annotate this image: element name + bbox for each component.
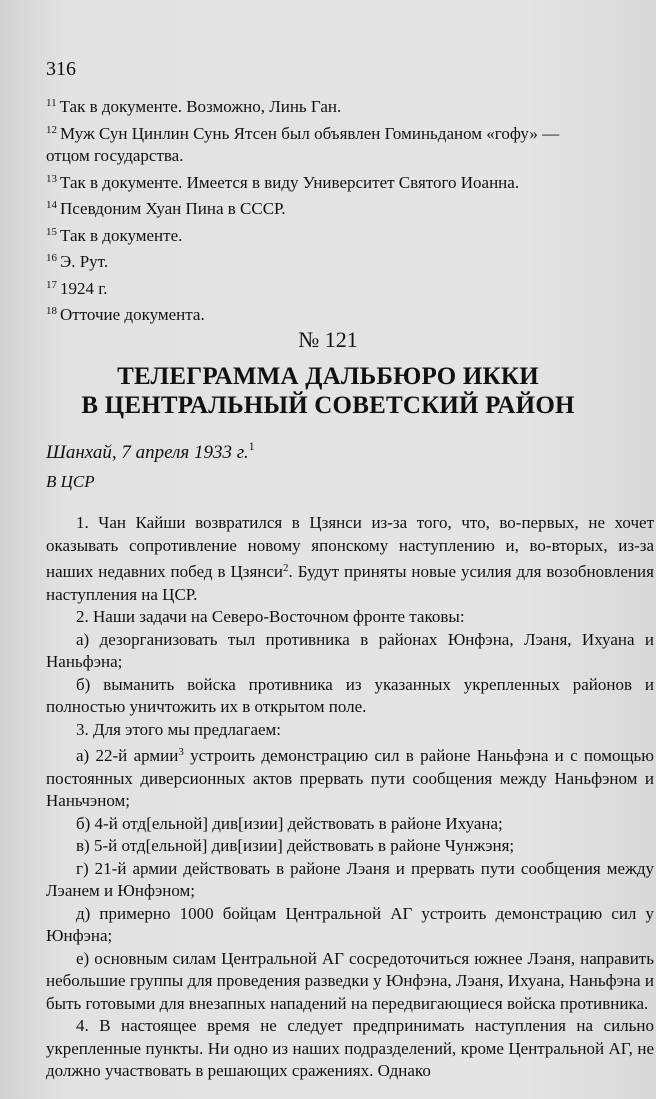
- paragraph-text: . Будут приняты новые усилия для возобновления наступления на ЦСР.: [46, 562, 654, 604]
- footnote-number: 15: [46, 225, 57, 238]
- paragraph-text: 3. Для этого мы предлагаем:: [76, 719, 282, 739]
- paragraph-text: е) основным силам Центральной АГ сосредоточиться южнее Лэаня, направить небольшие группы для проведения разведки у Юнфэна, Лэаня, Ихуана, Наньфэна и быть готовыми для внезапных нападений на передвигающиеся войска противника.: [46, 948, 654, 1013]
- paragraph-text: а) 22-й армии: [76, 746, 179, 765]
- footnote: [46, 168, 646, 195]
- paragraph-text: б) 4-й отд[ельной] див[изии] действовать в районе Ихуана;: [76, 813, 503, 833]
- paragraph-text: 1. Чан Кайши возвратился в Цзянси из-за того, что, во-первых, не хочет оказывать сопротивление новому японскому наступлению и, во-вторых, из-за наших недавних побед в Цзянси: [46, 513, 654, 581]
- document-body: [46, 512, 654, 1083]
- paragraph-text: устроить демонстрацию сил в районе Наньфэна и с помощью постоянных диверсионных актов прервать пути сообщения между Наньфэном и Наньчэном;: [46, 746, 654, 810]
- footnote: [46, 92, 646, 119]
- footnote-text: 1924 г.: [60, 278, 108, 298]
- paragraph-text: в) 5-й отд[ельной] див[изии] действовать в районе Чунжэня;: [76, 836, 515, 855]
- footnote: [46, 300, 646, 327]
- footnote-number: 11: [46, 97, 57, 109]
- footnote-ref: 2: [283, 562, 289, 574]
- footnote: [46, 247, 646, 274]
- paragraph: [46, 606, 654, 629]
- place-date: [46, 434, 255, 465]
- place-date-text: Шанхай, 7 апреля 1933 г.: [46, 442, 249, 463]
- footnote-text: Муж Сун Цинлин Сунь Ятсен был объявлен Гоминьданом «гофу» —: [60, 123, 560, 143]
- paragraph: [46, 512, 654, 606]
- paragraph-text: б) выманить войска противника из указанных укрепленных районов и полностью уничтожить их в открытом поле.: [46, 674, 654, 716]
- footnote-number: 13: [46, 172, 57, 185]
- footnote-text: Так в документе. Возможно, Линь Ган.: [59, 97, 342, 116]
- footnote-text: Э. Рут.: [60, 252, 109, 271]
- footnote: [46, 274, 646, 301]
- footnote-number: 16: [46, 252, 57, 264]
- paragraph: [46, 674, 654, 719]
- footnote-text: Отточие документа.: [60, 305, 205, 324]
- paragraph-text: д) примерно 1000 бойцам Центральной АГ устроить демонстрацию сил у Юнфэна;: [46, 903, 654, 945]
- document-number: № 121: [298, 327, 358, 352]
- place-date-note: 1: [248, 439, 255, 453]
- document-title: [0, 362, 656, 420]
- page-number: 316: [46, 58, 76, 80]
- paragraph-text: а) дезорганизовать тыл противника в районах Юнфэна, Лэаня, Ихуана и Наньфэна;: [46, 629, 654, 671]
- footnote-number: 14: [46, 199, 57, 211]
- title-line-1: ТЕЛЕГРАММА ДАЛЬБЮРО ИККИ: [117, 363, 539, 390]
- footnote-number: 18: [46, 305, 57, 317]
- paragraph-text: г) 21-й армии действовать в районе Лэаня и прервать пути сообщения между Лэанем и Юнфэном;: [46, 858, 654, 900]
- footnote: [46, 119, 646, 146]
- addressee: В ЦСР: [46, 472, 95, 491]
- paragraph-text: 4. В настоящее время не следует предпринимать наступления на сильно укрепленные пункты. Ни одно из наших подразделений, кроме Центральной АГ, не должно участвовать в решающих сражениях. Однако: [46, 1016, 654, 1080]
- paragraph-text: 2. Наши задачи на Северо-Восточном фронте таковы:: [76, 607, 465, 626]
- paragraph: [46, 835, 654, 858]
- paragraph: [46, 858, 654, 903]
- footnote-continuation: [46, 145, 646, 168]
- footnote-text: отцом государства.: [46, 146, 184, 165]
- paragraph: [46, 1015, 654, 1083]
- paragraph: [46, 813, 654, 836]
- title-line-2: В ЦЕНТРАЛЬНЫЙ СОВЕТСКИЙ РАЙОН: [81, 392, 575, 419]
- paragraph: [46, 903, 654, 948]
- footnote: [46, 221, 646, 248]
- footnote-number: 17: [46, 278, 57, 291]
- footnote-number: 12: [46, 123, 57, 136]
- footnote-text: Псевдоним Хуан Пина в СССР.: [60, 199, 286, 218]
- paragraph: [46, 629, 654, 674]
- footnote-text: Так в документе. Имеется в виду Университет Святого Иоанна.: [60, 172, 520, 192]
- footnote: [46, 194, 646, 221]
- paragraph: [46, 741, 654, 813]
- footnotes-block: [46, 92, 646, 327]
- paragraph: [46, 948, 654, 1016]
- footnote-ref: 3: [178, 746, 184, 758]
- footnote-text: Так в документе.: [60, 225, 183, 245]
- paragraph: [46, 719, 654, 742]
